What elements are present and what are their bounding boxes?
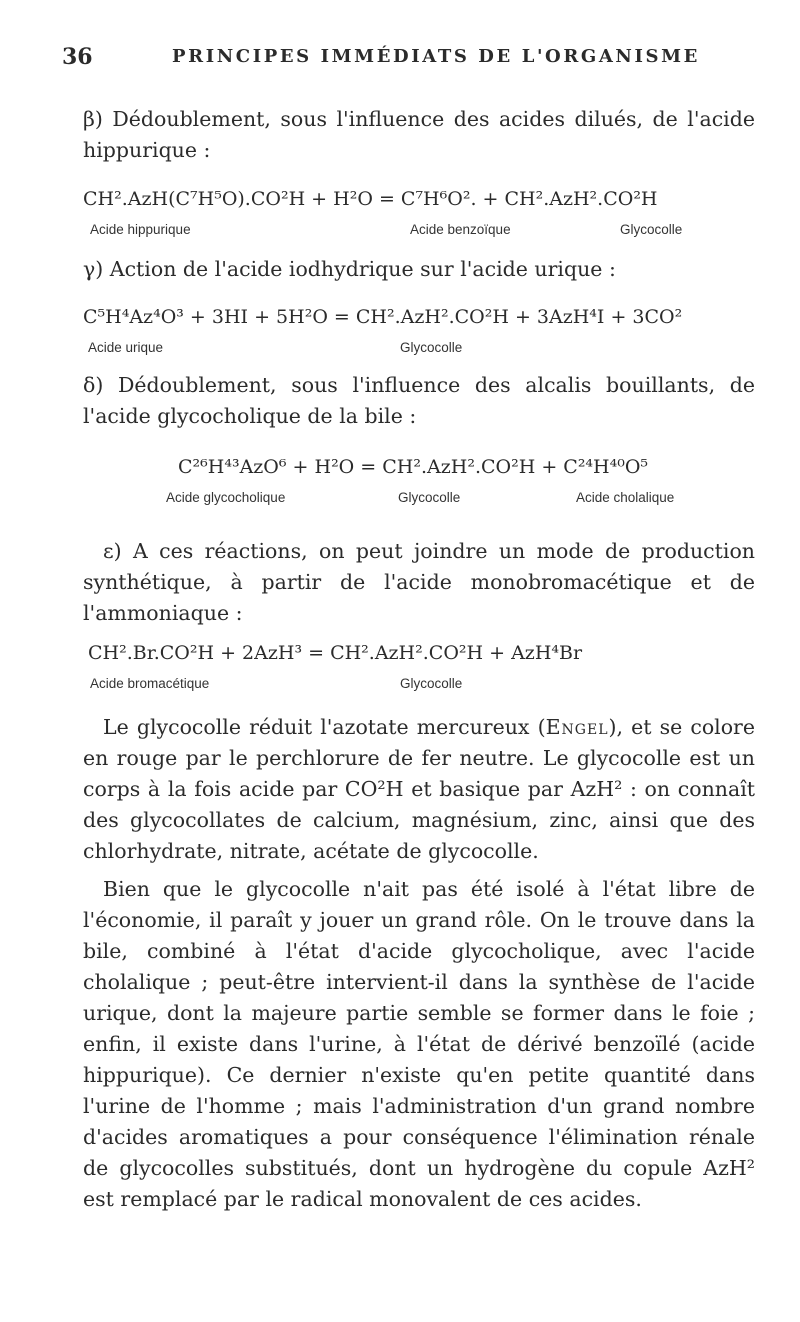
gamma-equation: C⁵H⁴Az⁴O³ + 3HI + 5H²O = CH².AzH².CO²H + 3AzH⁴I + 3CO² — [83, 306, 683, 328]
epsilon-label-glycocolle: Glycocolle — [400, 676, 463, 691]
delta-label-cholalic: Acide cholalique — [576, 490, 675, 505]
page-header — [62, 44, 752, 84]
running-head: PRINCIPES IMMÉDIATS DE L'ORGANISME — [172, 46, 700, 67]
body-paragraph-1 — [83, 712, 755, 867]
gamma-label-glycocolle: Glycocolle — [400, 340, 463, 355]
epsilon-equation: CH².Br.CO²H + 2AzH³ = CH².AzH².CO²H + AzH⁴Br — [88, 642, 583, 664]
gamma-paragraph: γ) Action de l'acide iodhydrique sur l'acide urique : — [83, 257, 616, 281]
epsilon-label-bromacetic: Acide bromacétique — [90, 676, 210, 691]
delta-label-glycocolle: Glycocolle — [398, 490, 461, 505]
p1-after: ), et se colore en rouge par le perchlorure de fer neutre. Le glycocolle est un corps à la fois acide par CO²H et basique par AzH² : on connaît des glycocollates de calcium, magnésium, zinc, ainsi que des chlorhydrate, nitrate, acétate de glycocolle. — [83, 715, 755, 863]
page-number: 36 — [62, 44, 93, 70]
beta-label-glycocolle: Glycocolle — [620, 222, 683, 237]
beta-paragraph: β) Dédoublement, sous l'influence des acides dilués, de l'acide hippurique : — [83, 107, 755, 162]
author-name: Engel — [545, 715, 609, 739]
delta-equation: C²⁶H⁴³AzO⁶ + H²O = CH².AzH².CO²H + C²⁴H⁴⁰O⁵ — [178, 456, 649, 478]
beta-equation: CH².AzH(C⁷H⁵O).CO²H + H²O = C⁷H⁶O². + CH².AzH².CO²H — [83, 188, 658, 210]
epsilon-paragraph: ε) A ces réactions, on peut joindre un mode de production synthétique, à partir de l'acide monobromacétique et de l'ammoniaque : — [83, 539, 755, 625]
delta-paragraph: δ) Dédoublement, sous l'influence des alcalis bouillants, de l'acide glycocholique de la bile : — [83, 373, 755, 428]
beta-label-hippuric: Acide hippurique — [90, 222, 191, 237]
gamma-label-uric: Acide urique — [88, 340, 164, 355]
beta-label-benzoic: Acide benzoïque — [410, 222, 511, 237]
body-paragraph-2: Bien que le glycocolle n'ait pas été isolé à l'état libre de l'économie, il paraît y jouer un grand rôle. On le trouve dans la bile, combiné à l'état d'acide glycocholique, avec l'acide cholalique ; peut-être intervient-il dans la synthèse de l'acide urique, dont la majeure partie semble se former dans le foie ; enfin, il existe dans l'urine, à l'état de dérivé benzoïlé (acide hippurique). Ce dernier n'existe qu'en petite quantité dans l'urine de l'homme ; mais l'administration d'un grand nombre d'acides aromatiques a pour conséquence l'élimination rénale de glycocolles substitués, dont un hydrogène du copule AzH² est remplacé par le radical monovalent de ces acides. — [83, 877, 755, 1211]
p1-before: Le glycocolle réduit l'azotate mercureux ( — [103, 715, 546, 739]
delta-label-glycocholic: Acide glycocholique — [166, 490, 286, 505]
